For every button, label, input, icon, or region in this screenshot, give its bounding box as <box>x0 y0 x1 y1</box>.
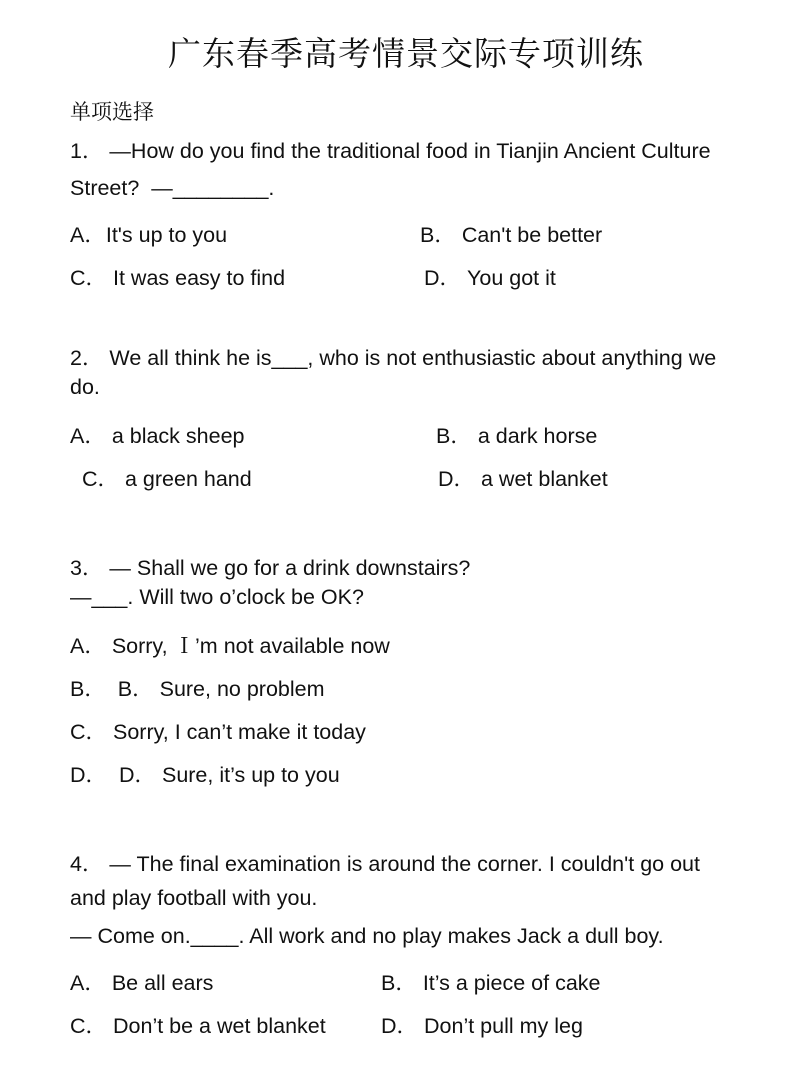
question-2-stem-line1: 2． We all think he is___, who is not enthusiastic about anything we <box>70 346 717 370</box>
question-4-stem-line2: and play football with you. <box>70 886 318 910</box>
question-1-option-a: A．It's up to you <box>70 223 228 247</box>
question-2-option-d: D． a wet blanket <box>438 467 608 491</box>
question-2-stem-line2: do. <box>70 375 100 399</box>
question-1-stem-line1: 1． —How do you find the traditional food in Tianjin Ancient Culture <box>70 139 711 163</box>
question-1-option-c: C． It was easy to find <box>70 266 286 290</box>
question-1-option-d: D． You got it <box>424 266 556 290</box>
page-title: 广东春季高考情景交际专项训练 <box>168 34 644 73</box>
question-3-option-a: A． Sorry, Ｉ’m not available now <box>70 634 390 658</box>
question-1-stem-line2: Street? —________. <box>70 176 275 200</box>
section-heading: 单项选择 <box>70 100 154 124</box>
question-4-option-a: A． Be all ears <box>70 971 214 995</box>
question-3-stem-line1: 3． — Shall we go for a drink downstairs? <box>70 556 471 580</box>
question-4-stem-line1: 4． — The final examination is around the corner. I couldn't go out <box>70 852 700 876</box>
question-4-option-b: B． It’s a piece of cake <box>381 971 601 995</box>
question-4-stem-line3: — Come on.____. All work and no play makes Jack a dull boy. <box>70 924 664 948</box>
question-1-option-b: B． Can't be better <box>420 223 603 247</box>
question-2-option-c: C． a green hand <box>82 467 252 491</box>
question-2-option-a: A． a black sheep <box>70 424 245 448</box>
question-4-option-c: C． Don’t be a wet blanket <box>70 1014 326 1038</box>
question-3-stem-line2: —___. Will two o’clock be OK? <box>70 585 364 609</box>
question-3-option-c: C． Sorry, I can’t make it today <box>70 720 366 744</box>
question-3-option-d: D． D． Sure, it’s up to you <box>70 763 340 787</box>
question-4-option-d: D． Don’t pull my leg <box>381 1014 583 1038</box>
question-3-option-b: B． B． Sure, no problem <box>70 677 325 701</box>
question-2-option-b: B． a dark horse <box>436 424 598 448</box>
